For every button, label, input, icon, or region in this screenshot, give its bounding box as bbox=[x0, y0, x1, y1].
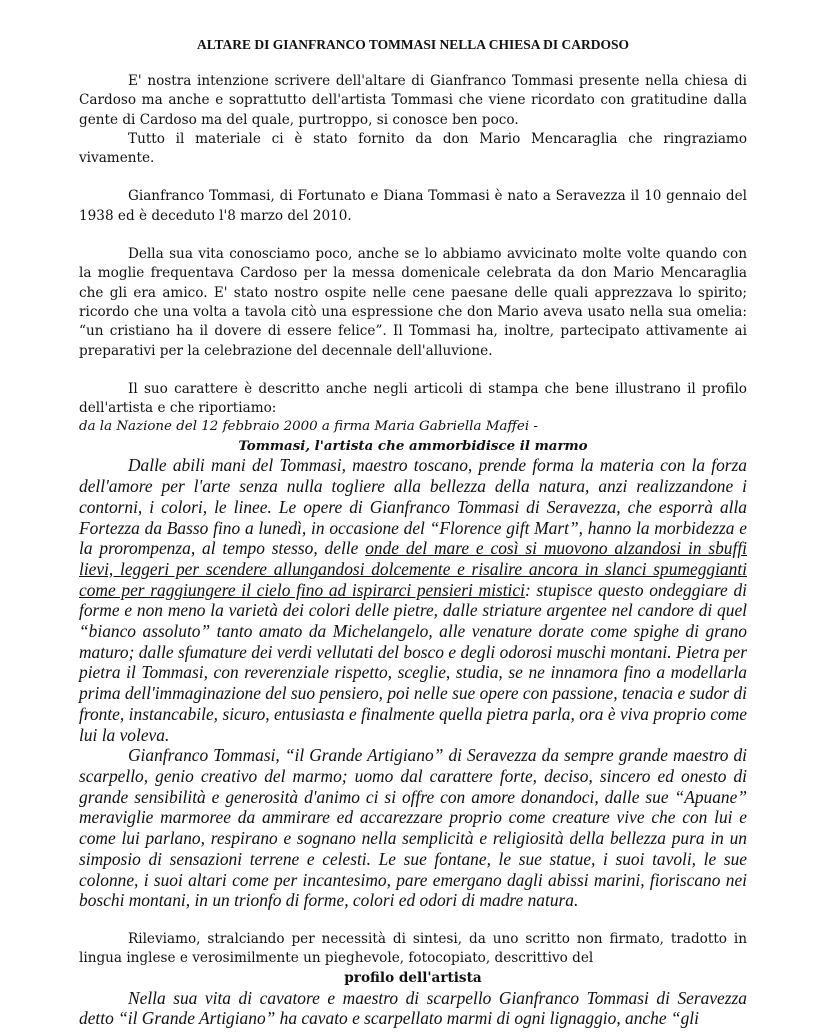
spacer bbox=[79, 54, 747, 72]
underlined-quote-text: onde del mare e così si muovono alzandosi in sbuffi lievi, leggeri per scendere allungandosi dolcemente e risalire ancora in slanci spumeggianti come per raggiungere il cielo fino ad ispirarci pensieri mistici bbox=[79, 538, 747, 600]
thanks-paragraph: Tutto il materiale ci è stato fornito da don Mario Mencaraglia che ringraziamo vivamente. bbox=[79, 130, 747, 167]
press-intro-paragraph: Il suo carattere è descritto anche negli articoli di stampa che bene illustrano il profilo dell'artista e che riportiamo: bbox=[79, 380, 747, 417]
profile-quote: Nella sua vita di cavatore e maestro di scarpello Gianfranco Tommasi di Seravezza detto “il Grande Artigiano” ha cavato e scarpellato marmi di ogni lignaggio, anche “gli bbox=[79, 987, 747, 1029]
profile-intro-paragraph: Rileviamo, stralciando per necessità di sintesi, da uno scritto non firmato, tradotto in lingua inglese e verosimilmente un pieghevole, fotocopiato, descrittivo del bbox=[79, 930, 747, 967]
article-source: da la Nazione del 12 febbraio 2000 a firma Maria Gabriella Maffei - bbox=[79, 419, 538, 435]
quote-text: : stupisce questo ondeggiare di forme e non meno la varietà dei colori delle pietre, dalle striature argentee nel candore di quel “bianco assoluto” tanto amato da Michelangelo, alle venature dorate come spighe di grano maturo; dalle sfumature dei verdi vellutati del bosco e degli odorosi muschi montani. Pietra per pietra il Tommasi, con reverenziale rispetto, sceglie, studia, se ne innamora fino a modellarla prima dell'immaginazione del suo pensiero, poi nelle sue opere con passione, tenacia e sudor di fronte, instancabile, sicuro, entusiasta e finalmente quella pietra parla, ora è viva proprio come lui la voleva. bbox=[79, 579, 748, 745]
document-title: ALTARE DI GIANFRANCO TOMMASI NELLA CHIESA DI CARDOSO bbox=[197, 37, 629, 52]
bio-paragraph: Gianfranco Tommasi, di Fortunato e Diana Tommasi è nato a Seravezza il 10 gennaio del 1938 ed è deceduto l'8 marzo del 2010. bbox=[79, 188, 747, 224]
quote-text: Dalle abili mani del Tommasi, maestro toscano, prende forma la materia con la forza dell'amore per l'arte senza nulla togliere alla bellezza della natura, anzi realizzandone i contorni, i colori, le linee. Le opere di Gianfranco Tommasi di Seravezza, che esporrà alla Fortezza da Basso fino a lunedì, in occasione del “Florence gift Mart”, hanno la morbidezza e la prorompenza, al tempo stesso, delle bbox=[79, 455, 747, 559]
spacer bbox=[79, 226, 747, 245]
article-quote-1 bbox=[79, 455, 747, 745]
memories-paragraph: Della sua vita conosciamo poco, anche se lo abbiamo avvicinato molte volte quando con la moglie frequentava Cardoso per la messa domenicale celebrata da don Mario Mencaraglia che gli era amico. E' stato nostro ospite nelle cene paesane delle quali apprezzava lo spirito; ricordo che una volta a tavola citò una espressione che don Mario aveva usato nella sua omelia: “un cristiano ha il dovere di essere felice”. Il Tommasi ha, inoltre, partecipato attivamente ai preparativi per la celebrazione del decennale dell'alluvione. bbox=[79, 246, 747, 359]
spacer bbox=[79, 361, 747, 380]
article-quote-2: Gianfranco Tommasi, “il Grande Artigiano” di Seravezza da sempre grande maestro di scarpello, genio creativo del marmo; uomo dal carattere forte, deciso, sincero ed onesto di grande sensibilità e generosità d'animo ci si offre con amore donandoci, dalle sue “Apuane” meraviglie marmoree da ammirare ed accarezzare proprio come creature vive che con lui e come lui parlano, respirano e sognano nella semplicità e religiosità della bellezza pura in un simposio di sensazioni terrene e celesti. Le sue fontane, le sue statue, i suoi tavoli, le sue colonne, i suoi altari come per incantesimo, pare emergano dagli abissi marini, fioriscano nei boschi montani, in un trionfo di forme, colori ed odori di madre natura. bbox=[79, 745, 747, 911]
profile-heading: profilo dell'artista bbox=[344, 969, 482, 986]
intro-paragraph: E' nostra intenzione scrivere dell'altare di Gianfranco Tommasi presente nella chiesa di Cardoso ma anche e soprattutto dell'artista Tommasi che viene ricordato con gratitudine dalla gente di Cardoso ma del quale, purtroppo, si conosce ben poco. bbox=[79, 73, 747, 128]
spacer bbox=[79, 168, 747, 187]
article-title: Tommasi, l'artista che ammorbidisce il marmo bbox=[238, 437, 588, 454]
spacer bbox=[79, 911, 747, 930]
